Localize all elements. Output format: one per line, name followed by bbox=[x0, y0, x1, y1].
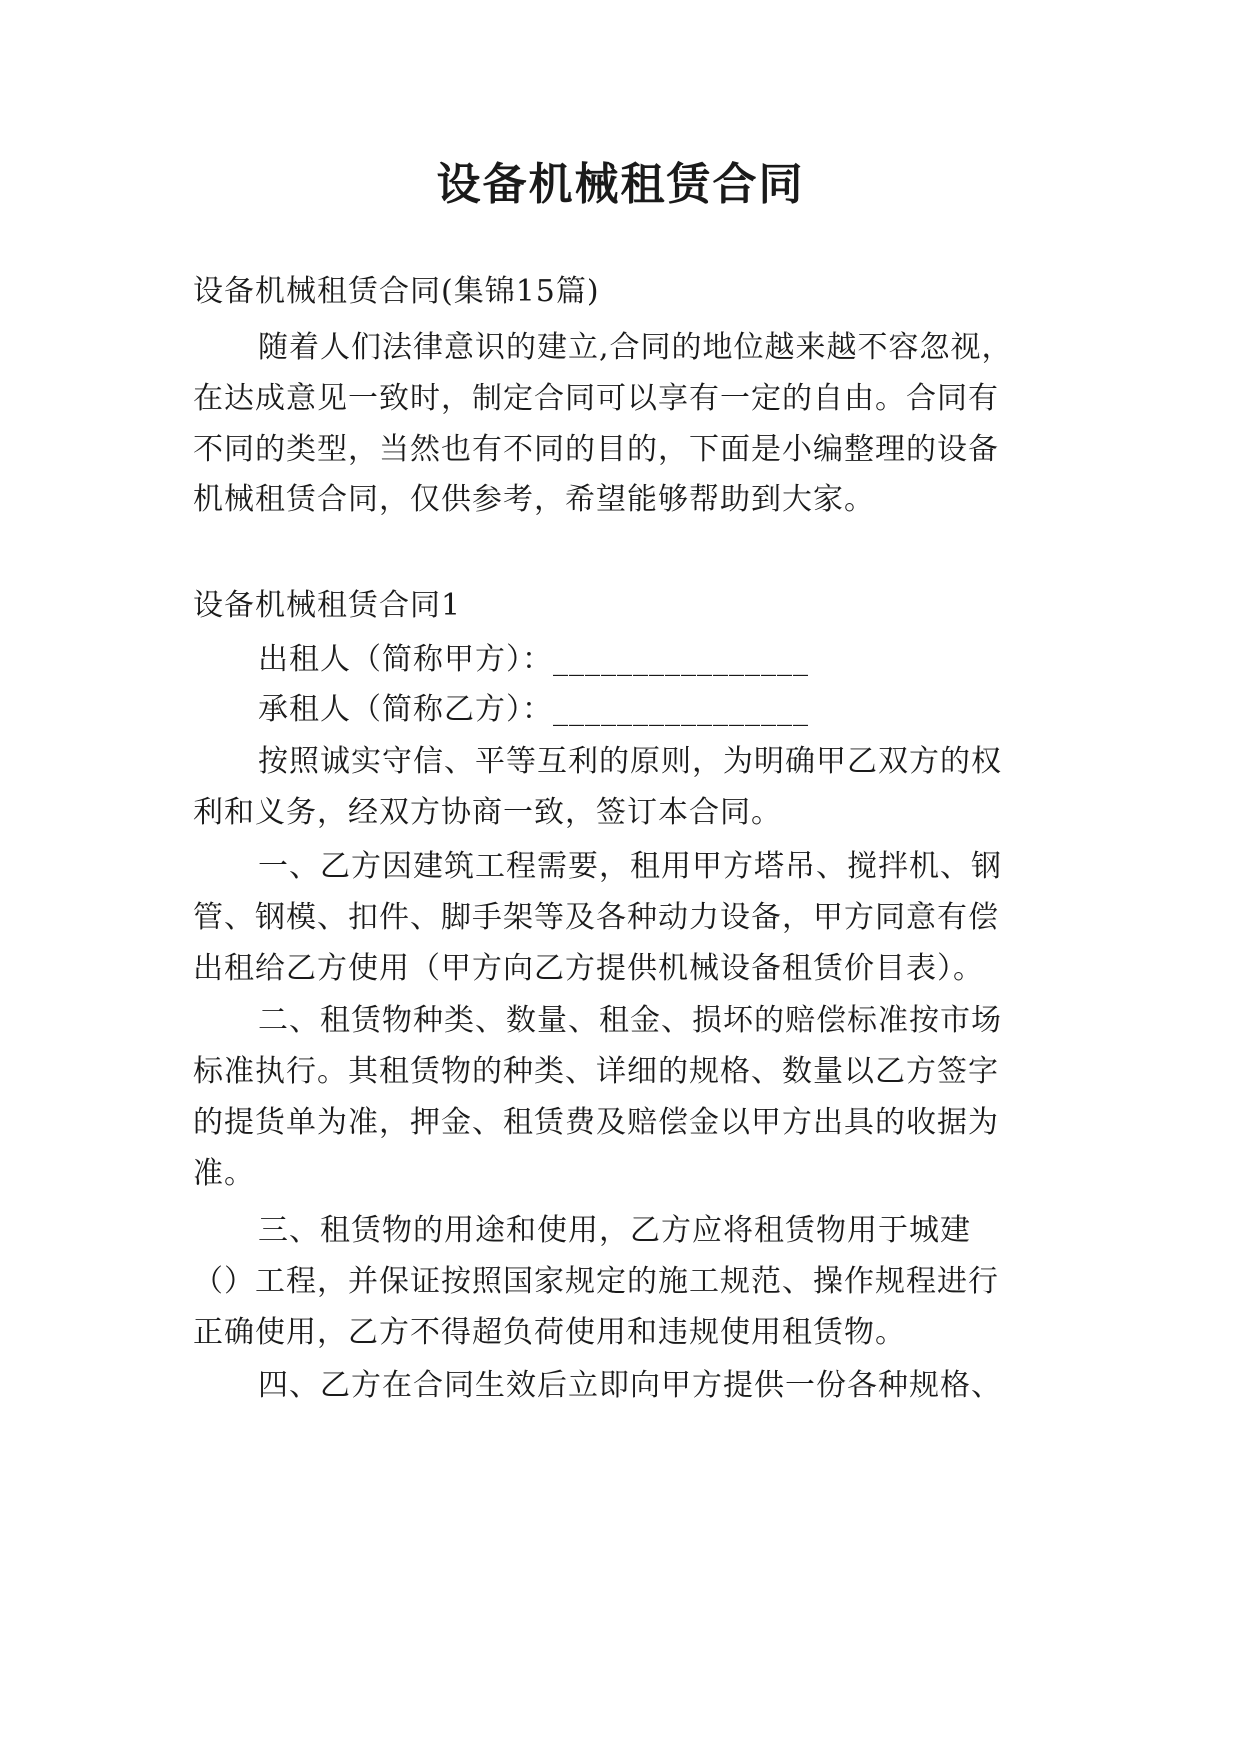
lessee-field: 承租人（简称乙方）：________________ bbox=[258, 692, 809, 727]
body-line: 准。 bbox=[193, 1156, 255, 1191]
body-line: 的提货单为准，押金、租赁费及赔偿金以甲方出具的收据为 bbox=[193, 1105, 999, 1140]
body-line: 按照诚实守信、平等互利的原则，为明确甲乙双方的权 bbox=[258, 744, 1002, 779]
body-line: （）工程，并保证按照国家规定的施工规范、操作规程进行 bbox=[193, 1264, 999, 1299]
body-line: 四、乙方在合同生效后立即向甲方提供一份各种规格、 bbox=[258, 1368, 1002, 1403]
body-line: 二、租赁物种类、数量、租金、损坏的赔偿标准按市场 bbox=[258, 1003, 1002, 1038]
body-line: 标准执行。其租赁物的种类、详细的规格、数量以乙方签字 bbox=[193, 1054, 999, 1089]
intro-line: 机械租赁合同，仅供参考，希望能够帮助到大家。 bbox=[193, 482, 875, 517]
intro-line: 不同的类型，当然也有不同的目的，下面是小编整理的设备 bbox=[193, 432, 999, 467]
body-line: 出租给乙方使用（甲方向乙方提供机械设备租赁价目表）。 bbox=[193, 951, 984, 986]
section-title: 设备机械租赁合同1 bbox=[193, 588, 462, 623]
lessor-field: 出租人（简称甲方）：________________ bbox=[258, 642, 809, 677]
document-subtitle: 设备机械租赁合同(集锦15篇) bbox=[193, 274, 600, 309]
document-title: 设备机械租赁合同 bbox=[436, 159, 805, 210]
body-line: 正确使用，乙方不得超负荷使用和违规使用租赁物。 bbox=[193, 1315, 906, 1350]
body-line: 三、租赁物的用途和使用，乙方应将租赁物用于城建 bbox=[258, 1213, 971, 1248]
body-line: 管、钢模、扣件、脚手架等及各种动力设备，甲方同意有偿 bbox=[193, 900, 999, 935]
intro-line: 随着人们法律意识的建立,合同的地位越来越不容忽视， bbox=[258, 330, 1013, 365]
body-line: 利和义务，经双方协商一致，签订本合同。 bbox=[193, 795, 782, 830]
intro-line: 在达成意见一致时，制定合同可以享有一定的自由。合同有 bbox=[193, 381, 999, 416]
body-line: 一、乙方因建筑工程需要，租用甲方塔吊、搅拌机、钢 bbox=[258, 849, 1002, 884]
